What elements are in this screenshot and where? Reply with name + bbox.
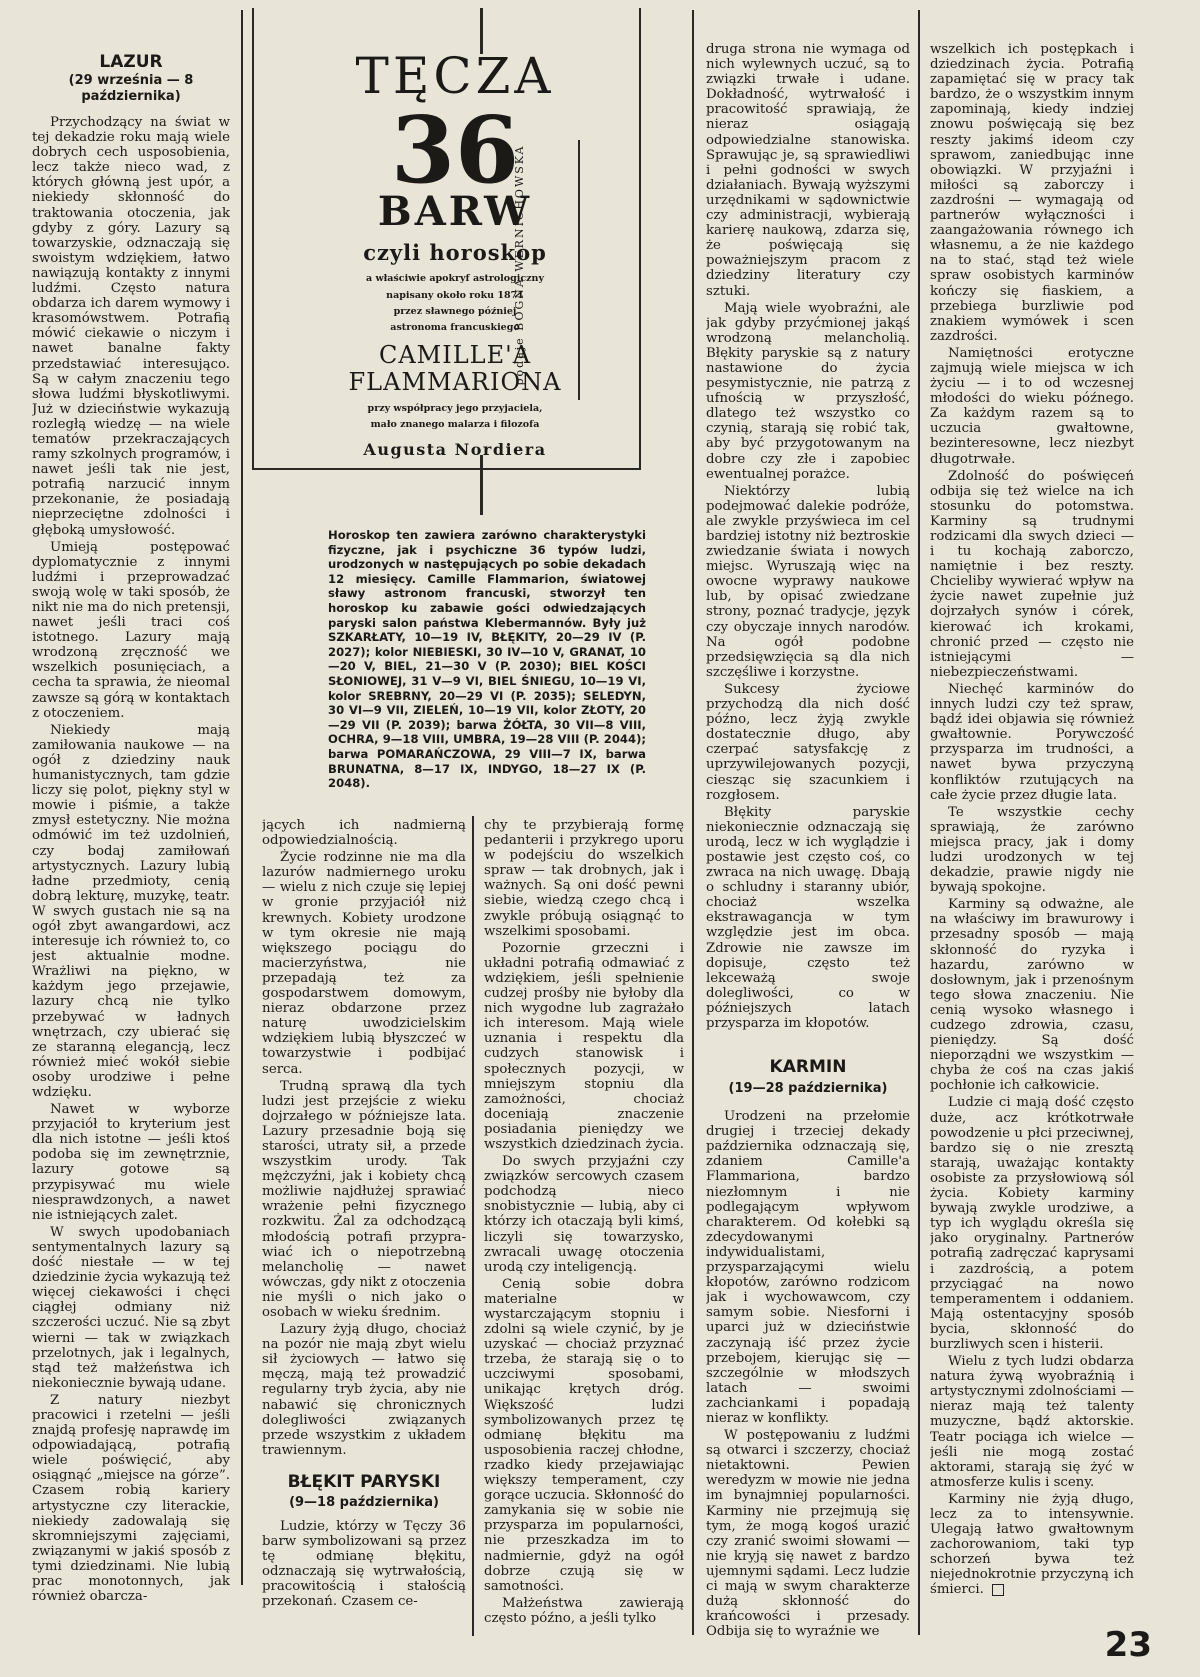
- paragraph: Urodzeni na przełomie drugiej i trzeciej dekady października odznaczają się, zdaniem Camille'a Flammariona, bardzo niezłomnym i nie podlegającym wpływom charakterem. Od kołebki są zdecydowanymi indywidualistami, przysparzającymi wielu kłopotów, zarówno rodzicom jak i wychowawcom, czy samym sobie. Niesforni i uparci już w dzieciństwie zaczynają iść przez życie przebojem, kierując się — szczególnie w młodszych latach — swoimi zachciankami i popadają nieraz w konflikty.: [706, 1109, 910, 1426]
- title-small-line: przy współpracy jego przyjaciela,: [367, 403, 543, 414]
- page-number: 23: [1104, 1625, 1152, 1665]
- section-heading-karmin: KARMIN: [769, 1057, 847, 1078]
- paragraph: Błękity paryskie niekoniecznie odznaczają się urodą, lecz w ich wyglądzie i postawie jest często coś, co zwraca na nich uwagę. Dbają o schludny i staranny ubiór, chociaż wszelka ekstrawagancja w tym względzie jest im obca. Zdrowie nie zawsze im dopisuje, często też lekceważą swoje dolegliwości, co w późniejszych latach przysparza im kłopotów.: [706, 804, 910, 1031]
- paragraph: Trudną sprawą dla tych ludzi jest przejście z wieku dojrzałego w późniejsze lata. Lazury przesadnie boją się starości, utraty sił, a przede wszystkim urody. Tak mężczyźni, jak i kobiety chcą możliwie najdłużej sprawiać wrażenie pełni fizycznego rozkwitu. Żal za odchodzącą młodością potrafi przyprawiać ich o niepotrzebną melancholię — nawet wówczas, gdy nikt z otoczenia nie myśli o nich jako o osobach w wieku średnim.: [262, 1078, 466, 1320]
- paragraph: Przychodzący na świat w tej dekadzie roku mają wiele dobrych cech usposobienia, lecz także nieco wad, z których główną jest upór, a niekiedy skłonność do traktowania otoczenia, jak gdyby z góry. Lazury są towarzyskie, odznaczają się swoistym wdziękiem, łatwo nawiązują kontakty z innymi ludźmi. Często natura obdarza ich darem wymowy i krasomówstwem. Potrafią mówić ciekawie o niczym i nawet banalne fakty przedstawiać interesująco. Są w całym znaczeniu tego słowa ludźmi błyskotliwymi. Już w dzieciństwie wykazują rozległą wiedzę — na wiele tematów przekraczających ramy szkolnych programów, i nawet jeśli tak nie jest, potrafią narzucić innym przekonanie, że posiadają nieprzeciętne zdolności i głęboką umysłowość.: [32, 115, 230, 538]
- paragraph: Ludzie, którzy w Tęczy 36 barw symbolizowani są przez tę odmianę błękitu, odznaczają się wytrwałością, pracowitością i stałością przekonań. Czasem ce-: [262, 1518, 466, 1610]
- paragraph: jących ich nadmierną odpowiedzialnością.: [262, 818, 466, 849]
- section-dates-karmin: (19—28 października): [728, 1081, 888, 1097]
- paragraph: Do swych przyjaźni czy związków sercowych czasem podchodzą nieco snobistycznie — lubią, aby ci którzy ich otaczają byli kimś, liczyli się towarzysko, zwracali uwagę otoczenia urodą czy inteligencją.: [484, 1154, 684, 1275]
- title-small-line: a właściwie apokryf astrologiczny: [365, 273, 544, 284]
- title-number: 36: [390, 96, 520, 204]
- paragraph: chy te przybierają formę pedanterii i przykrego uporu w podejściu do wszelkich spraw — tak drobnych, jak i ważnych. Są oni dość pewni siebie, wiedzą czego chcą i zwykle próbują osiągnąć to wszelkimi sposobami.: [484, 818, 684, 939]
- title-word-barw: BARW: [377, 188, 533, 235]
- paragraph: Ludzie ci mają dość często duże, acz krótkotrwałe powodzenie u płci przeciwnej, bardzo się o nie zresztą starają, uważając kontakty osobiste za przysłowiową sól życia. Kobiety karminy bywają zwykle urodziwe, a typ ich wyglądu określa się jako oryginalny. Partnerów potrafią zadręczać kaprysami i zazdrością, a potem przyciągać na nowo temperamentem i oddaniem. Mają ostentacyjny sposób bycia, skłonność do burzliwych scen i histerii.: [930, 1095, 1134, 1352]
- column-3: [484, 818, 684, 1644]
- title-author-2: FLAMMARIONA: [348, 368, 562, 396]
- paragraph: Sukcesy życiowe przychodzą dla nich dość późno, lecz żyją zwykle dostatecznie długo, aby czerpać satysfakcję z uprzywilejowanych pozycji, ciesząc się szacunkiem i rozgłosem.: [706, 681, 910, 803]
- paragraph: Namiętności erotyczne zajmują wiele miejsca w ich życiu — i to od wczesnej młodości do wieku późnego. Za każdym razem są to uczucia gwałtowne, bezinteresowne, lecz niezbyt długotrwałe.: [930, 345, 1134, 467]
- column-1: [32, 52, 230, 1644]
- section-dates-blekit: (9—18 października): [289, 1494, 439, 1510]
- title-center-line: [480, 455, 483, 515]
- paragraph-text: Karminy nie żyją długo, lecz za to intensywnie. Ulegają łatwo gwałtownym zachorowaniom, taki typ schorzeń bywa też niejednokrotnie przyczyną ich śmierci.: [930, 1491, 1134, 1598]
- title-author-1: CAMILLE'A: [378, 341, 532, 369]
- column-rule: [692, 10, 694, 1635]
- column-rule: [918, 10, 920, 1635]
- paragraph: Pozornie grzeczni i układni potrafią odmawiać z wdziękiem, jeśli spełnienie cudzej prośby nie byłoby dla nich wygodne lub zagrażało ich interesom. Mają wiele uznania i respektu dla cudzych stanowisk i społecznych pozycji, w mniejszym stopniu dla zamożności, chociaż doceniają znaczenie posiadania pieniędzy we wszystkich dziedzinach życia.: [484, 940, 684, 1152]
- paragraph: Z natury niezbyt pracowici i rzetelni — jeśli znajdą profesję naprawdę im odpowiadającą, potrafią wiele poświęcić, aby osiągnąć „miejsce na górze”. Czasem robią kariery artystyczne czy literackie, niekiedy zadowalają się skromniejszymi zajęciami, związanymi w jakiś sposób z tymi dziedzinami. Nie lubią prac monotonnych, jak również obarcza-: [32, 1392, 230, 1605]
- paragraph: Życie rodzinne nie ma dla lazurów nadmiernego uroku — wielu z nich czuje się lepiej w gronie przyjaciół niż krewnych. Kobiety urodzone w tym okresie nie mają większego pociągu do macierzyństwa, nie przepadają też za gospodarstwem domowym, nieraz obdarzone przez naturę uwodzicielskim wdziękiem lubią błyszczeć w towarzystwie i podbijać serca.: [262, 850, 466, 1077]
- title-small-line: przez sławnego później: [393, 306, 517, 317]
- paragraph: Cenią sobie dobra materialne w wystarczającym stopniu i zdolni są wiele czynić, by je uzyskać — chociaż przyznać trzeba, że starają się o to uczciwymi sposobami, unikając krętych dróg. Większość ludzi symbolizowanych przez tę odmianę błękitu ma usposobienia raczej chłodne, rzadko kiedy przejawiając większy temperament, czy gorące uczucia. Skłonność do zamykania się w sobie nie przysparza im popularności, nie przeszkadza im to nadmiernie, gdyż na ogół dobrze czują się w samotności.: [484, 1276, 684, 1594]
- section-heading-blekit: BŁĘKIT PARYSKI: [287, 1471, 441, 1492]
- title-small-line: astronoma francuskiego: [390, 322, 520, 333]
- title-coauthor: Augusta Nordiera: [363, 440, 547, 459]
- paragraph: Karminy są odważne, ale na właściwy im brawurowy i przesadny sposób — mają skłonność do ryzyka i hazardu, zarówno w dosłownym, jak i przenośnym tego słowa znaczeniu. Nie cenią wysoko własnego i cudzego zdrowia, czasu, pieniędzy. Są dość nieporządni we wszystkim — chyba że coś na czas jakiś pochłonie ich całkowicie.: [930, 897, 1134, 1094]
- paragraph: Niechęć karminów do innych ludzi czy też spraw, bądź idei objawia się również gwałtownie. Porywczość przysparza im trudności, a nawet bywa przyczyną konfliktów rzutujących na całe życie przez długie lata.: [930, 681, 1134, 803]
- paragraph: Umieją postępować dyplomatycznie z innymi ludźmi i przeprowadzać swoją wolę w taki sposób, że nikt nie ma do nich pretensji, nawet jeśli traci coś istotnego. Lazury mają wrodzoną zręczność we wszelkich posunięciach, a cecha ta sprawia, że nieomal zawsze są górą w kontaktach z otoczeniem.: [32, 539, 230, 721]
- title-subtitle: czyli horoskop: [363, 240, 547, 265]
- paragraph: Wielu z tych ludzi obdarza natura żywą wyobraźnią i artystycznymi zdolnościami — nieraz mają też talenty muzyczne, bądź aktorskie. Teatr pociąga ich wielce — jeśli nie mogą zostać aktorami, starają się żyć w atmosferze kulis i sceny.: [930, 1354, 1134, 1490]
- section-dates-lazur: (29 września — 8 października): [68, 73, 194, 104]
- paragraph: wszelkich ich postępkach i dziedzinach życia. Potrafią zapamiętać się w pracy tak bardzo, że o wszystkim innym zapominają, kiedy indziej znowu poświęcają się bez reszty jakimś ideom czy sprawom, zaniedbując inne obowiązki. W przyjaźni i miłości są zaborczy i zazdrośni — wymagają od partnerów wyłączności i zaangażowania równego ich własnemu, a że nie każdego na to stać, stąd też wiele spraw osobistych karminów kończy się fiaskiem, a przebiega burzliwie pod znakiem wymówek i scen zazdrości.: [930, 42, 1134, 344]
- column-2: [262, 818, 466, 1644]
- paragraph: Zdolność do poświęceń odbija się też wielce na ich stosunku do potomstwa. Karminy są trudnymi rodzicami dla swych dzieci — i tu kochają zaborczo, namiętnie i bez reszty. Chcieliby wywierać wpływ na życie nawet zupełnie już dojrzałych synów i córek, kierować ich krokami, chronić przed — często nie istniejącymi — niebezpieczeństwami.: [930, 468, 1134, 680]
- paragraph: druga strona nie wymaga od nich wylewnych uczuć, są to związki trwałe i udane. Dokładność, wytrwałość i pracowitość sprawiają, że nieraz osiągają odpowiedzialne stanowiska. Sprawując je, są sprawiedliwi i pełni godności w swych działaniach. Bywają wyższymi urzędnikami w sądownictwie czy administracji, wybierają karierę naukową, zdarza się, że poświęcają się poważniejszym pracom z dziedziny literatury czy sztuki.: [706, 42, 910, 299]
- title-vertical-credit: podaje BOGNA WERNICHOWSKA: [513, 144, 526, 386]
- title-small-line: napisany około roku 1871: [386, 290, 524, 301]
- paragraph: W postępowaniu z ludźmi są otwarci i szczerzy, chociaż nietaktowni. Pewien weredyzm w mowie nie jedna im bynajmniej popularności. Karminy nie przejmują się tym, że mogą kogoś urazić czy zranić swoimi słowami — nie kryją się nawet z bardzo ujemnymi sądami. Lecz ludzie ci mają w swym charakterze dużą skłonność do krańcowości i przesady. Odbija się to wyraźnie we: [706, 1428, 910, 1640]
- intro-text: Horoskop ten zawiera zarówno charakterystyki fizyczne, jak i psychiczne 36 typów ludzi, urodzonych w następujących po sobie dekadach 12 miesięcy. Camille Flammarion, światowej sławy astronom francuski, stworzył ten horoskop ku zabawie gości odwiedzających paryski salon państwa Klebermannów. Były już SZKARŁATY, 10—19 IV, BŁĘKITY, 20—29 IV (P. 2027); kolor NIEBIESKI, 30 IV—10 V, GRANAT, 10—20 V, BIEL, 21—30 V (P. 2030); BIEL KOŚCI SŁONIOWEJ, 31 V—9 VI, BIEL ŚNIEGU, 10—19 VI, kolor SREBRNY, 20—29 VI (P. 2035); SELEDYN, 30 VI—9 VII, ZIELEŃ, 10—19 VII, kolor ZŁOTY, 20—29 VII (P. 2039); barwa ŻÓŁTA, 30 VII—8 VIII, OCHRA, 9—18 VIII, UMBRA, 19—28 VIII (P. 2044); barwa POMARAŃCZOWA, 29 VIII—7 IX, barwa BRUNATNA, 8—17 IX, INDYGO, 18—27 IX (P. 2048).: [328, 528, 646, 791]
- paragraph: Nawet w wyborze przyjaciół to kryterium jest dla nich istotne — jeśli ktoś podoba się im zewnętrznie, lazury gotowe są przypisywać mu wiele niesprawdzonych, a nawet nie istniejących zalet.: [32, 1102, 230, 1223]
- paragraph: Niektórzy lubią podejmować dalekie podróże, ale zwykle przyświeca im cel bardziej istotny niż beztroskie zwiedzanie świata i nowych miejsc. Wyruszają więc na owocne wyprawy naukowe lub, by opisać zwiedzane strony, poznać tradycje, język czy obyczaje innych narodów. Na ogół podobne przedsięwzięcia są dla nich szczęśliwe i korzystne.: [706, 483, 910, 680]
- column-4: [706, 42, 910, 1644]
- column-rule: [472, 816, 474, 1636]
- paragraph: W swych upodobaniach sentymentalnych lazury są dość niestałe — w tej dziedzinie życia wykazują też więcej ciekawości i chęci ciągłej odmiany niż szczerości uczuć. Nie są zbyt wierni — tak w związkach przelotnych, jak i legalnych, stąd też małżeństwa ich niekoniecznie bywają udane.: [32, 1224, 230, 1391]
- column-5: [930, 42, 1134, 1644]
- paragraph: Niekiedy mają zamiłowania naukowe — na ogół z dziedziny nauk humanistycznych, tam gdzie liczy się polot, piękny styl w mowie i piśmie, a także zmysł estetyczny. Nie można odmówić im też uzdolnień, czy bodaj zamiłowań artystycznych. Lazury lubią ładne przedmioty, cenią dobrą lekturę, muzykę, teatr. W swych gustach nie są na ogół zbyt awangardowi, acz interesuje ich również to, co jest aktualnie modne. Wrażliwi na piękno, w każdym jego przejawie, lazury chcą nie tylko przebywać w ładnych wnętrzach, czy ubierać się ze staranną elegancją, lecz również mieć wokół siebie osoby urodziwe i pełne wdzięku.: [32, 722, 230, 1100]
- column-rule: [241, 10, 243, 1585]
- title-small-line: mało znanego malarza i filozofa: [370, 419, 540, 430]
- end-of-article-icon: [992, 1584, 1004, 1596]
- paragraph-last: [930, 1492, 1134, 1598]
- paragraph: Małżeństwa zawierają często późno, a jeśli tylko: [484, 1595, 684, 1626]
- title-word-tecza: TĘCZA: [355, 47, 555, 105]
- section-heading-lazur: LAZUR: [99, 52, 163, 72]
- paragraph: Lazury żyją długo, chociaż na pozór nie mają zbyt wielu sił życiowych — łatwo się męczą, mają też prowadzić regularny tryb życia, aby nie nabawić się chronicznych dolegliwości związanych przede wszystkim z układem trawiennym.: [262, 1322, 466, 1458]
- paragraph: Te wszystkie cechy sprawiają, że zarówno miejsca pracy, jak i domy ludzi urodzonych w tej dekadzie, prawie nigdy nie bywają spokojne.: [930, 804, 1134, 896]
- paragraph: Mają wiele wyobraźni, ale jak gdyby przyćmionej jakąś wrodzoną melancholią. Błękity paryskie są z natury nastawione do życia pesymistycznie, nie patrzą z ufnością w przyszłość, dlatego też wszystko co czynią, starają się robić tak, aby być przygotowanym na dobre czy złe i zapobiec ewentualnej porażce.: [706, 300, 910, 482]
